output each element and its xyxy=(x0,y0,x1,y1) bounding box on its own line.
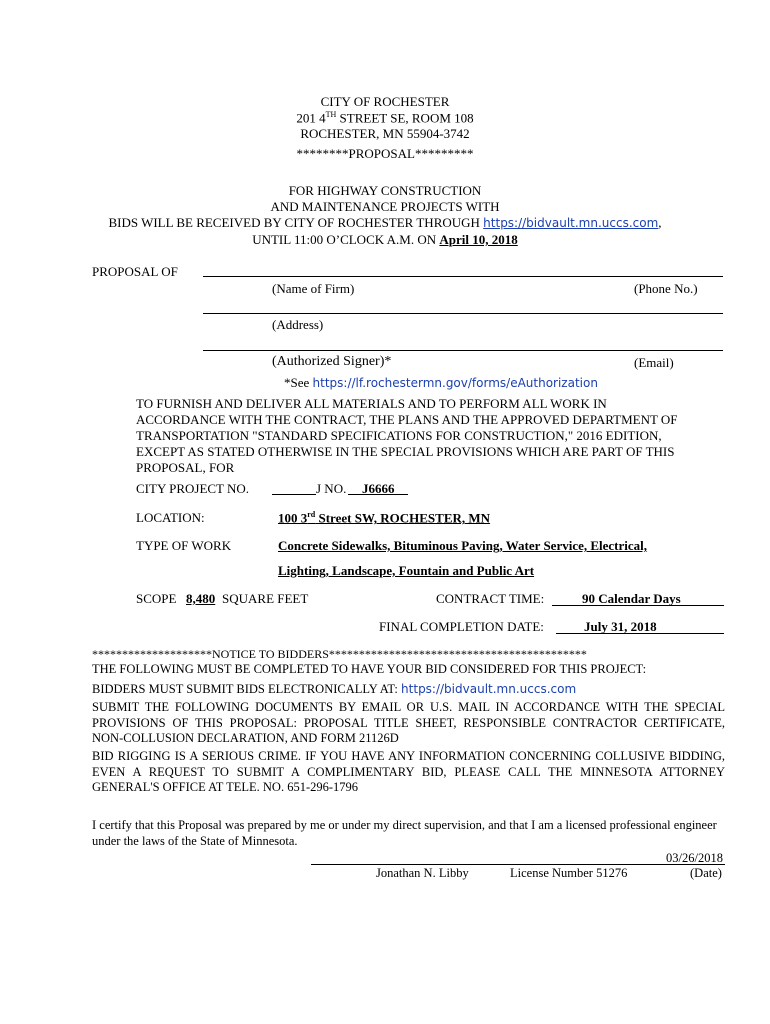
certification-text: I certify that this Proposal was prepared by me or under my direct supervision, and that I am a licensed professional engineer under the laws of the State of Minnesota. xyxy=(92,818,717,848)
authorization-note: *See https://lf.rochestermn.gov/forms/eAuthorization xyxy=(284,375,598,390)
notice-line-2: BIDDERS MUST SUBMIT BIDS ELECTRONICALLY AT: https://bidvault.mn.uccs.com xyxy=(92,682,577,696)
notice-banner: ********************NOTICE TO BIDDERS******************************************* xyxy=(92,647,587,661)
scope-value: 8,480 xyxy=(186,591,216,606)
final-date-label: FINAL COMPLETION DATE: xyxy=(379,619,544,634)
body-line-3: TRANSPORTATION "STANDARD SPECIFICATIONS FOR CONSTRUCTION," 2016 EDITION, xyxy=(136,428,662,443)
notice-submit-paragraph: SUBMIT THE FOLLOWING DOCUMENTS BY EMAIL OR U.S. MAIL IN ACCORDANCE WITH THE SPECIAL PROVISIONS OF THIS PROPOSAL: PROPOSAL TITLE SHEET, RESPONSIBLE CONTRACTOR CERTIFICATE, NON-COLLUSION DECLARATION, AND FORM 21126D xyxy=(92,700,725,745)
city-project-label: CITY PROJECT NO. xyxy=(136,481,250,496)
notice-line-1: THE FOLLOWING MUST BE COMPLETED TO HAVE YOUR BID CONSIDERED FOR THIS PROJECT: xyxy=(92,662,647,676)
firm-line xyxy=(203,276,723,277)
intro-line-4: UNTIL 11:00 O’CLOCK A.M. ON April 10, 2018 xyxy=(252,232,518,247)
body-line-4: EXCEPT AS STATED OTHERWISE IN THE SPECIAL PROVISIONS WHICH ARE PART OF THIS xyxy=(136,444,675,459)
bid-date: April 10, 2018 xyxy=(439,232,518,247)
proposal-of-label: PROPOSAL OF xyxy=(92,264,178,279)
city-project-blank xyxy=(272,494,316,495)
phone-caption: (Phone No.) xyxy=(634,281,698,296)
body-line-1: TO FURNISH AND DELIVER ALL MATERIALS AND TO PERFORM ALL WORK IN xyxy=(136,396,607,411)
proposal-banner: ********PROPOSAL********* xyxy=(296,146,474,161)
scope-unit: SQUARE FEET xyxy=(222,591,309,606)
type-of-work-line-1: Concrete Sidewalks, Bituminous Paving, Water Service, Electrical, xyxy=(278,538,648,553)
signer-line xyxy=(203,350,723,351)
address-line xyxy=(203,313,723,314)
city-state-zip: ROCHESTER, MN 55904-3742 xyxy=(300,126,470,141)
location-value: 100 3rd Street SW, ROCHESTER, MN xyxy=(278,510,491,526)
signer-caption: (Authorized Signer)* xyxy=(272,354,392,369)
intro-line-2: AND MAINTENANCE PROJECTS WITH xyxy=(270,199,500,214)
intro-line-3: BIDS WILL BE RECEIVED BY CITY OF ROCHESTER THROUGH https://bidvault.mn.uccs.com, xyxy=(108,215,662,230)
body-line-5: PROPOSAL, FOR xyxy=(136,460,235,475)
certification-date: 03/26/2018 xyxy=(666,851,723,865)
scope-label: SCOPE xyxy=(136,591,177,606)
notice-bid-rigging-paragraph: BID RIGGING IS A SERIOUS CRIME. IF YOU HAVE ANY INFORMATION CONCERNING COLLUSIVE BIDDING, EVEN A REQUEST TO SUBMIT A COMPLIMENTARY BID, PLEASE CALL THE MINNESOTA ATTORNEY GENERAL'S OFFICE AT TELE. NO. 651-296-1796 xyxy=(92,749,725,794)
contract-time-value: 90 Calendar Days xyxy=(582,591,681,606)
type-of-work-line-2: Lighting, Landscape, Fountain and Public Art xyxy=(278,563,535,578)
firm-caption: (Name of Firm) xyxy=(272,281,355,296)
bidvault-link[interactable]: https://bidvault.mn.uccs.com xyxy=(483,216,659,230)
license-number: License Number 51276 xyxy=(510,866,628,880)
date-caption: (Date) xyxy=(690,866,722,880)
body-line-2: ACCORDANCE WITH THE CONTRACT, THE PLANS AND THE APPROVED DEPARTMENT OF xyxy=(136,412,678,427)
city-address: 201 4TH STREET SE, ROOM 108 xyxy=(296,110,474,126)
final-date-value: July 31, 2018 xyxy=(584,619,657,634)
j-no-label: J NO. xyxy=(316,481,347,496)
type-of-work-label: TYPE OF WORK xyxy=(136,538,232,553)
intro-line-1: FOR HIGHWAY CONSTRUCTION xyxy=(288,183,482,198)
contract-time-label: CONTRACT TIME: xyxy=(436,591,545,606)
bidvault-link-2[interactable]: https://bidvault.mn.uccs.com xyxy=(401,682,577,696)
location-label: LOCATION: xyxy=(136,510,205,525)
city-name: CITY OF ROCHESTER xyxy=(320,94,450,109)
email-caption: (Email) xyxy=(634,355,674,370)
signature-line xyxy=(311,864,725,865)
address-caption: (Address) xyxy=(272,317,324,332)
j-no-value: J6666 xyxy=(362,481,395,496)
engineer-name: Jonathan N. Libby xyxy=(376,866,469,880)
eauthorization-link[interactable]: https://lf.rochestermn.gov/forms/eAuthorization xyxy=(312,376,598,390)
